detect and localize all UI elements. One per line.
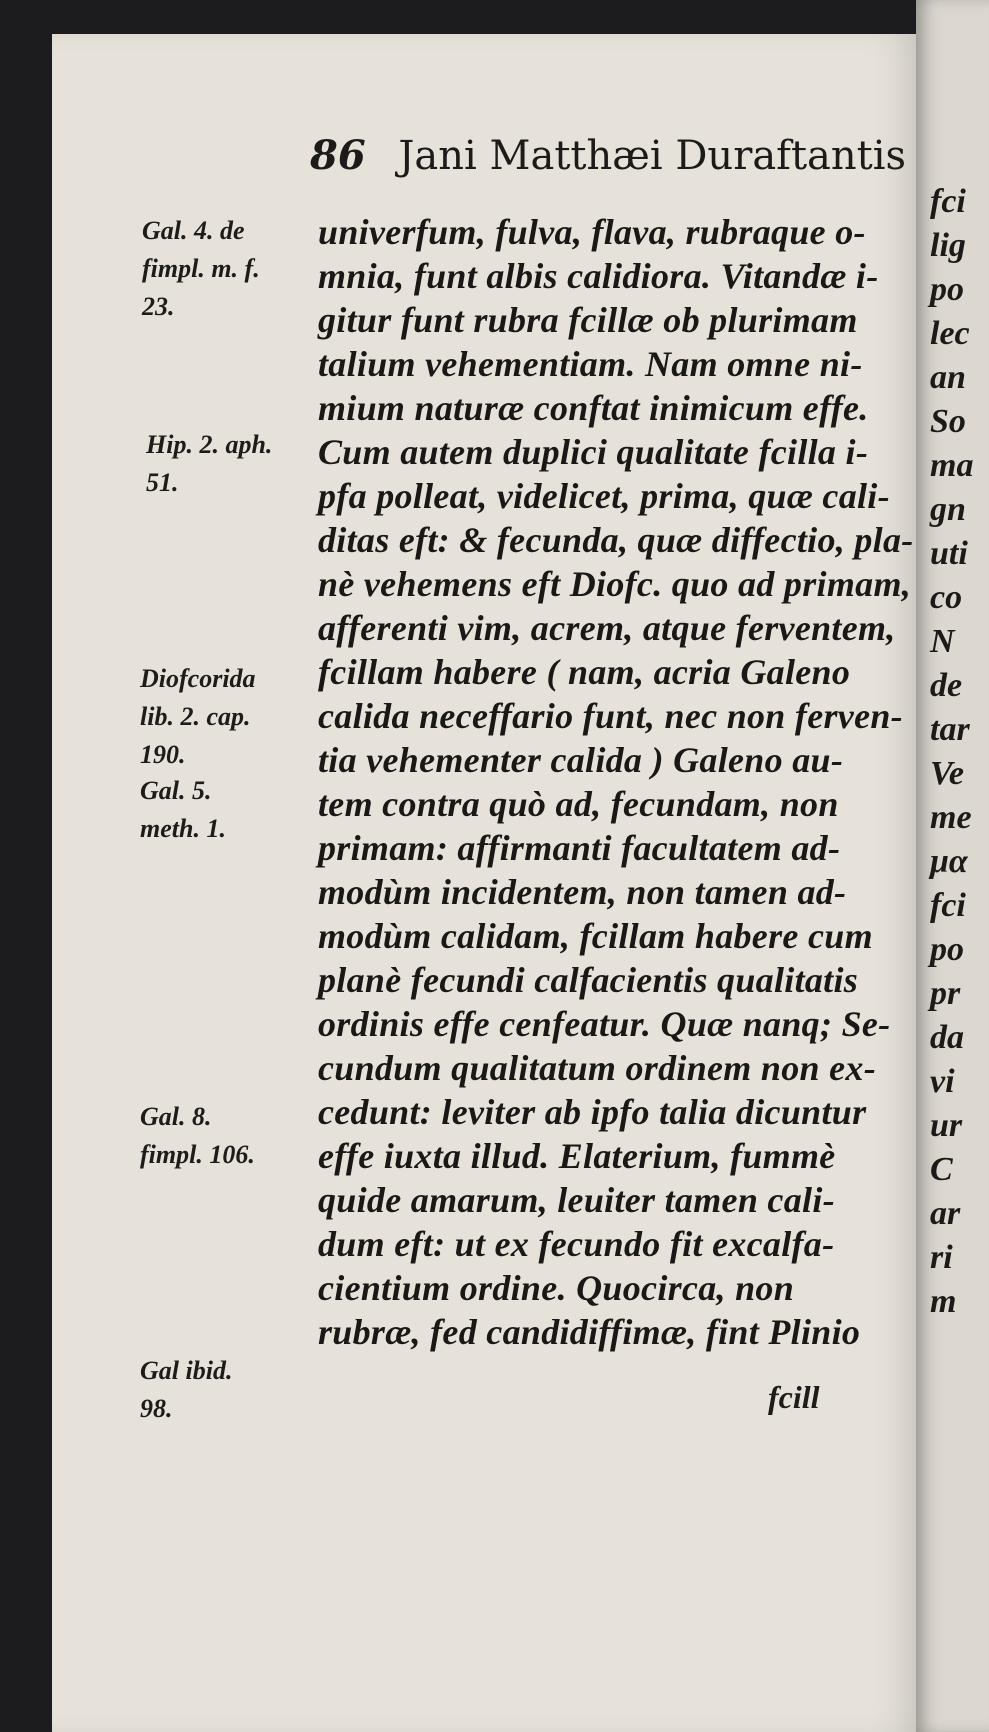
text-line: tem contra quò ad, fecundam, non	[318, 784, 839, 824]
marginal-note	[142, 212, 260, 326]
marginal-note	[140, 1098, 255, 1174]
text-line: afferenti vim, acrem, atque ferventem,	[318, 608, 896, 648]
text-line: pfa polleat, videlicet, prima, quæ cali-	[318, 476, 890, 516]
text-line: nè vehemens eft Diofc. quo ad primam,	[318, 564, 912, 604]
text-line: rubræ, fed candidiffimæ, fint Plinio	[318, 1312, 861, 1352]
marginal-note-line: Gal. 4. de	[142, 216, 245, 245]
text-line: Cum autem duplici qualitate fcilla i-	[318, 432, 869, 472]
facing-page-fragment: Ve	[930, 755, 964, 792]
text-line: mnia, funt albis calidiora. Vitandæ i-	[318, 256, 879, 296]
facing-page-fragment: lec	[930, 315, 970, 352]
facing-page-fragment: μα	[930, 843, 968, 880]
catchword: fcill	[768, 1379, 820, 1415]
marginal-note-line: Gal ibid.	[140, 1356, 233, 1385]
text-line: cedunt: leviter ab ipfo talia dicuntur	[318, 1092, 867, 1132]
facing-page-fragment: So	[930, 403, 966, 440]
text-line: talium vehementiam. Nam omne ni-	[318, 344, 863, 384]
facing-page-fragment: N	[930, 623, 955, 660]
facing-page-fragment: pr	[930, 975, 961, 1012]
text-line: primam: affirmanti facultatem ad-	[318, 828, 841, 868]
running-title: Jani Matthæi Duraftantis	[398, 133, 907, 179]
facing-page-fragment: C	[930, 1151, 953, 1188]
text-line: cundum qualitatum ordinem non ex-	[318, 1048, 877, 1088]
facing-page-fragment: fci	[930, 183, 966, 220]
marginal-note	[140, 772, 226, 848]
facing-page-fragment: po	[930, 931, 964, 968]
facing-page-fragment: tar	[930, 711, 970, 748]
marginal-note-line: 23.	[142, 292, 175, 321]
main-text-block	[318, 210, 938, 1354]
facing-page-edge	[916, 0, 989, 1732]
facing-page-fragment: da	[930, 1019, 964, 1056]
facing-page-fragment: vi	[930, 1063, 955, 1100]
marginal-note	[146, 426, 272, 502]
facing-page-fragments	[930, 180, 973, 1324]
facing-page-fragment: po	[930, 271, 964, 308]
facing-page-fragment: fci	[930, 887, 966, 924]
facing-page-fragment: uti	[930, 535, 968, 572]
text-line: univerfum, fulva, flava, rubraque o-	[318, 212, 866, 252]
page-number: 86	[310, 132, 366, 179]
text-line: effe iuxta illud. Elaterium, fummè	[318, 1136, 836, 1176]
facing-page-fragment: me	[930, 799, 972, 836]
marginal-note-line: Gal. 5.	[140, 776, 212, 805]
text-line: cientium ordine. Quocirca, non	[318, 1268, 795, 1308]
text-line: mium naturæ conftat inimicum effe.	[318, 388, 869, 428]
facing-page-fragment: ri	[930, 1239, 953, 1276]
text-line: modùm calidam, fcillam habere cum	[318, 916, 873, 956]
marginal-note-line: Diofcorida	[140, 664, 256, 693]
text-line: dum eft: ut ex fecundo fit excalfa-	[318, 1224, 835, 1264]
marginal-note-line: 51.	[146, 468, 179, 497]
marginal-note	[140, 1352, 232, 1428]
running-head	[310, 132, 906, 179]
marginal-note-line: Gal. 8.	[140, 1102, 212, 1131]
facing-page-fragment: lig	[930, 227, 966, 264]
text-line: fcillam habere ( nam, acria Galeno	[318, 652, 851, 692]
text-line: modùm incidentem, non tamen ad-	[318, 872, 847, 912]
marginal-note-line: fimpl. 106.	[140, 1140, 255, 1169]
marginal-note-line: fimpl. m. f.	[142, 254, 260, 283]
text-line: tia vehementer calida ) Galeno au-	[318, 740, 844, 780]
text-line: quide amarum, leuiter tamen cali-	[318, 1180, 835, 1220]
text-line: ordinis effe cenfeatur. Quæ nanq; Se-	[318, 1004, 891, 1044]
facing-page-fragment: ar	[930, 1195, 961, 1232]
facing-page-fragment: co	[930, 579, 963, 616]
facing-page-fragment: ur	[930, 1107, 963, 1144]
text-line: calida neceffario funt, nec non ferven-	[318, 696, 903, 736]
marginal-note-line: 98.	[140, 1394, 173, 1423]
facing-page-fragment: an	[930, 359, 966, 396]
facing-page-fragment: m	[930, 1283, 957, 1320]
text-line: ditas eft: & fecunda, quæ diffectio, pla-	[318, 520, 914, 560]
marginal-note-line: Hip. 2. aph.	[146, 430, 273, 459]
marginal-note	[140, 660, 256, 774]
facing-page-fragment: de	[930, 667, 963, 704]
marginal-note-line: meth. 1.	[140, 814, 226, 843]
facing-page-fragment: gn	[930, 491, 966, 528]
facing-page-fragment: ma	[930, 447, 974, 484]
text-line: gitur funt rubra fcillæ ob plurimam	[318, 300, 858, 340]
marginal-note-line: lib. 2. cap.	[140, 702, 251, 731]
text-line: planè fecundi calfacientis qualitatis	[318, 960, 859, 1000]
marginal-note-line: 190.	[140, 740, 186, 769]
